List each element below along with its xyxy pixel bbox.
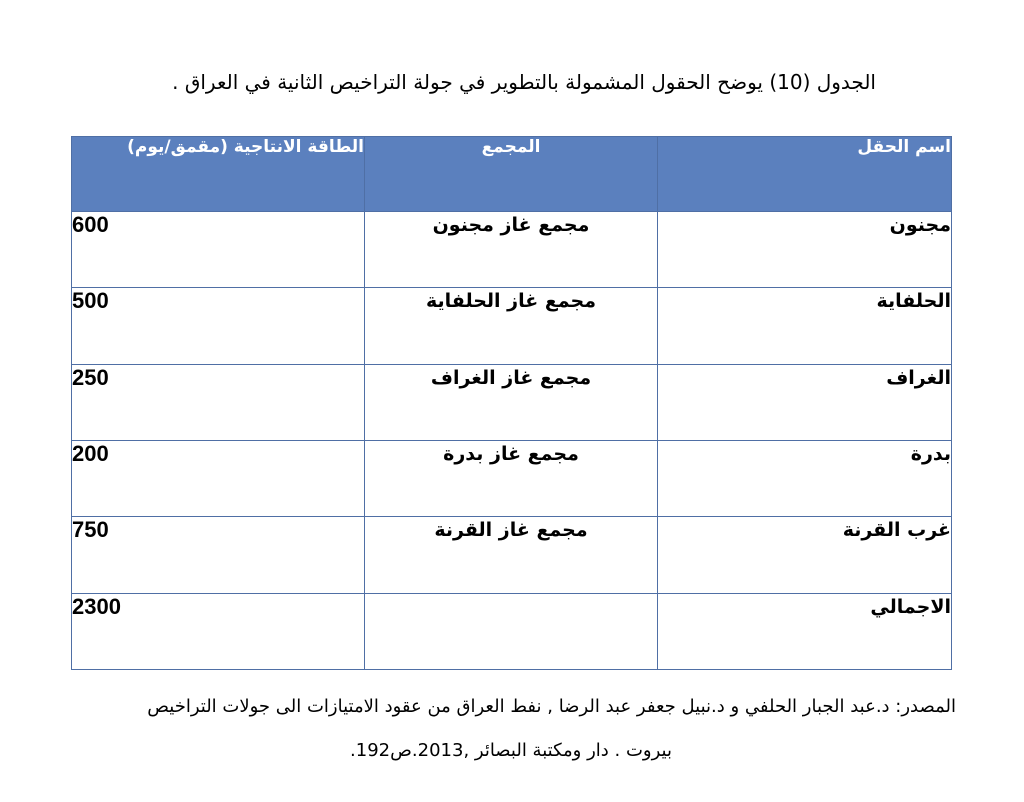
field-name-cell: غرب القرنة	[658, 517, 952, 593]
fields-table	[71, 136, 952, 670]
table-row	[72, 364, 952, 440]
field-name-cell: الغراف	[658, 364, 952, 440]
capacity-cell: 250	[72, 364, 365, 440]
header-field-name: اسم الحقل	[658, 137, 952, 212]
capacity-cell: 750	[72, 517, 365, 593]
complex-cell: مجمع غاز بدرة	[365, 440, 658, 516]
field-name-cell: الحلفاية	[658, 288, 952, 364]
complex-cell: مجمع غاز مجنون	[365, 212, 658, 288]
capacity-cell: 600	[72, 212, 365, 288]
table-row	[72, 288, 952, 364]
capacity-cell: 200	[72, 440, 365, 516]
header-capacity: الطاقة الانتاجية (مقمق/يوم)	[72, 137, 365, 212]
total-capacity-cell: 2300	[72, 593, 365, 669]
table-row	[72, 517, 952, 593]
total-label-cell: الاجمالي	[658, 593, 952, 669]
header-complex: المجمع	[365, 137, 658, 212]
complex-cell: مجمع غاز القرنة	[365, 517, 658, 593]
table-row	[72, 440, 952, 516]
source-line-2: بيروت . دار ومكتبة البصائر ,2013.ص192.	[350, 740, 672, 761]
source-note	[66, 694, 956, 764]
capacity-cell: 500	[72, 288, 365, 364]
total-complex-cell	[365, 593, 658, 669]
complex-cell: مجمع غاز الحلفاية	[365, 288, 658, 364]
table-row	[72, 212, 952, 288]
complex-cell: مجمع غاز الغراف	[365, 364, 658, 440]
field-name-cell: مجنون	[658, 212, 952, 288]
total-row	[72, 593, 952, 669]
source-line-1: المصدر: د.عبد الجبار الحلفي و د.نبيل جعفر عبد الرضا , نفط العراق من عقود الامتيازات الى جولات التراخيص	[147, 696, 956, 717]
table-header-row	[72, 137, 952, 212]
table-caption: الجدول (10) يوضح الحقول المشمولة بالتطوير في جولة التراخيص الثانية في العراق .	[172, 70, 876, 94]
field-name-cell: بدرة	[658, 440, 952, 516]
